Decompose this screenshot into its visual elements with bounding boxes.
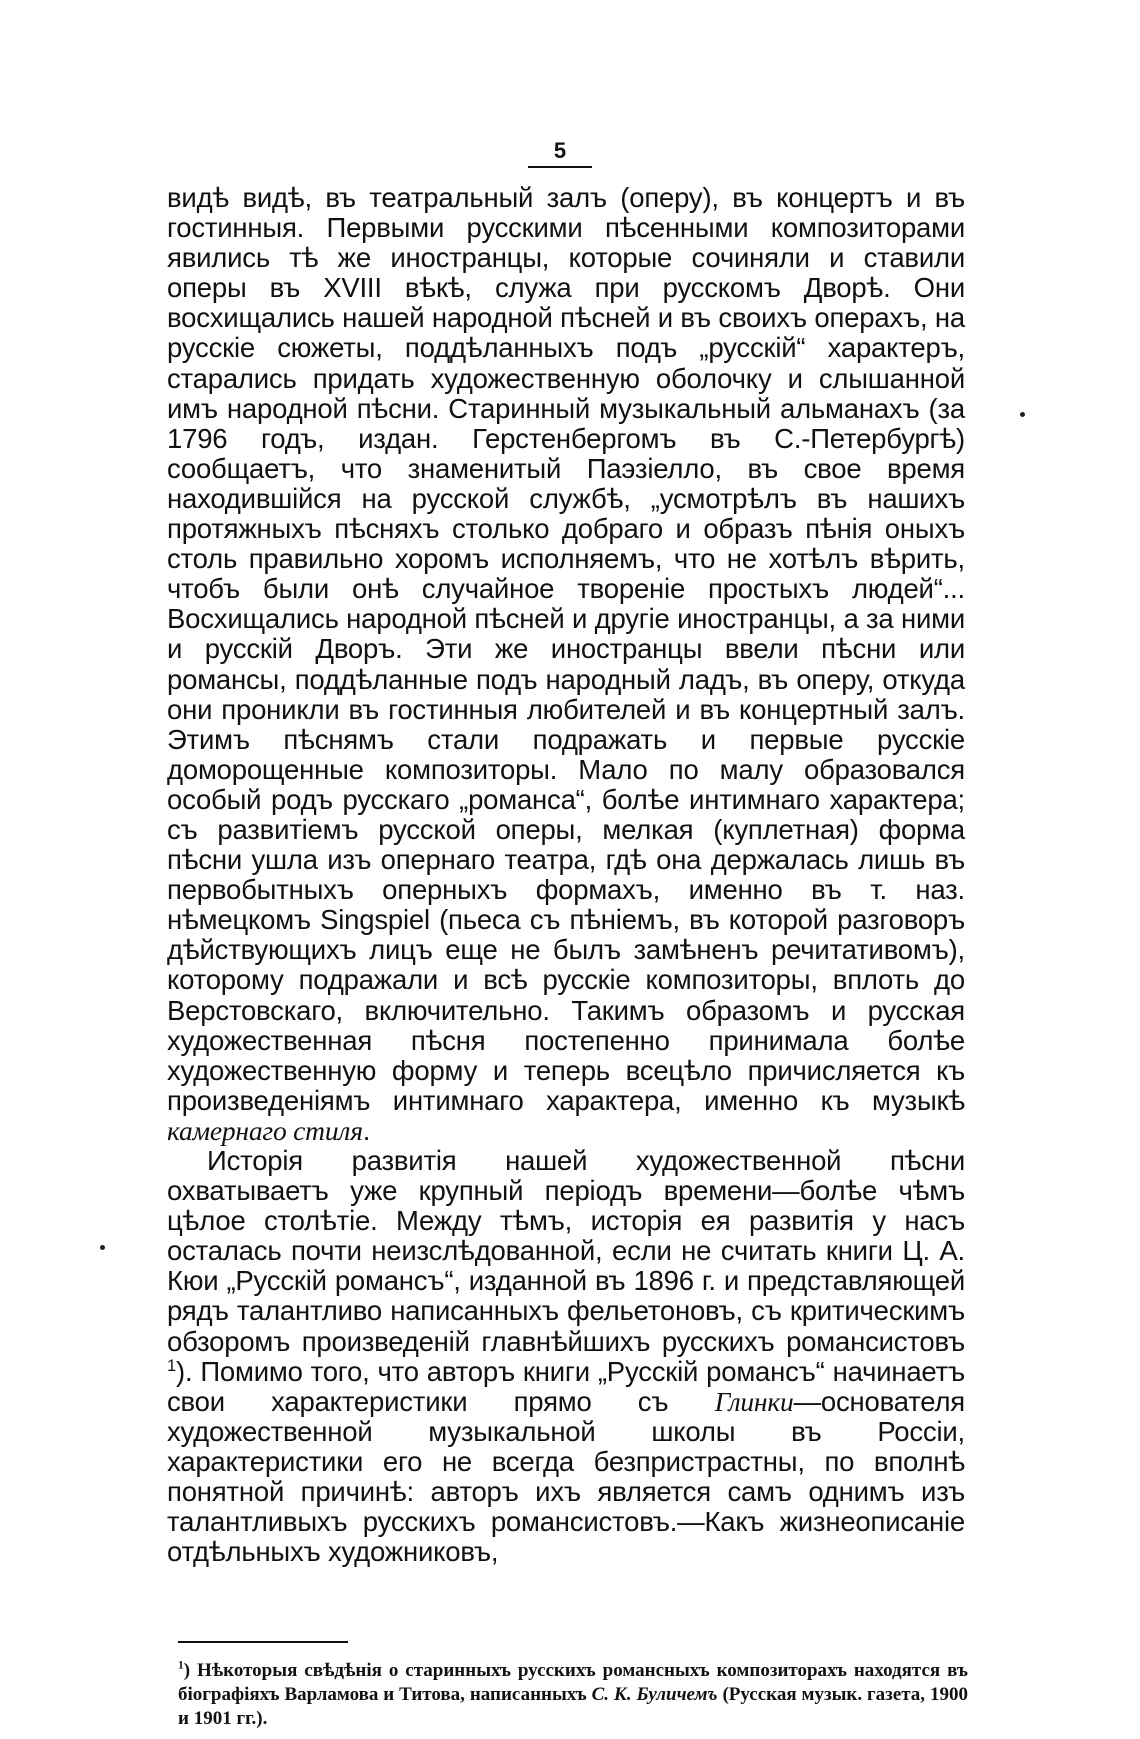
print-speck xyxy=(100,1245,105,1250)
paragraph-2-text-a: Исторія развитія нашей художественной пѣсни охватываетъ уже крупный періодъ времени—болѣе чѣмъ цѣлое столѣтіе. Между тѣмъ, исторія ея развитія у насъ осталась почти неизслѣдованной, если не считать книги Ц. А. Кюи „Русскій романсъ“, изданной въ 1896 г. и представляющей рядъ талантливо написанныхъ фельетоновъ, съ критическимъ обзоромъ произведеній главнѣйшихъ русскихъ романсистовъ xyxy=(167,1145,965,1357)
paragraph-1-text: видѣ видѣ, въ театральный залъ (оперу), въ концертъ и въ гостинныя. Первыми русскими пѣсенными композиторами явились тѣ же иностранцы, которые сочиняли и ставили оперы въ XVIII вѣкѣ, служа при русскомъ Дворѣ. Они восхищались нашей народной пѣсней и въ своихъ операхъ, на русскіе сюжеты, поддѣланныхъ подъ „русскій“ характеръ, старались придать художественную оболочку и слышанной имъ народной пѣсни. Старинный музыкальный альманахъ (за 1796 годъ, издан. Герстенбергомъ въ С.-Петербургѣ) сообщаетъ, что знаменитый Паэзіелло, въ свое время находившійся на русской службѣ, „усмотрѣлъ въ нашихъ протяжныхъ пѣсняхъ столько добраго и образъ пѣнія оныхъ столь правильно хоромъ исполняемъ, что не хотѣлъ вѣрить, чтобъ были онѣ случайное твореніе простыхъ людей“... Восхищались народной пѣсней и другіе иностранцы, а за ними и русскій Дворъ. Эти же иностранцы ввели пѣсни или романсы, поддѣланные подъ народный ладъ, въ оперу, откуда они проникли въ гостинныя любителей и въ концертный залъ. Этимъ пѣснямъ стали подражать и первые русскіе доморощенные композиторы. Мало по малу образовался особый родъ русскаго „романса“, болѣе интимнаго характера; съ развитіемъ русской оперы, мелкая (куплетная) форма пѣсни ушла изъ опернаго театра, гдѣ она держалась лишь въ первобытныхъ оперныхъ формахъ, именно въ т. наз. нѣмецкомъ Singspiel (пьеса съ пѣніемъ, въ которой разговоръ дѣйствующихъ лицъ еще не былъ замѣненъ речитативомъ), которому подражали и всѣ русскіе композиторы, вплоть до Верстовскаго, включительно. Такимъ образомъ и русская художественная пѣсня постепенно принимала болѣе художественную форму и теперь всецѣло причисляется къ произведеніямъ интимнаго характера, именно къ музыкѣ xyxy=(167,182,965,1116)
page-number: 5 xyxy=(553,138,567,163)
italic-name-glinka: Глинки xyxy=(714,1385,794,1417)
footnote-rule xyxy=(178,1641,348,1643)
italic-phrase-chamber-style: камернаго стиля xyxy=(167,1114,363,1146)
footnote-italic-author: С. К. Буличемъ xyxy=(591,1684,718,1705)
body-text xyxy=(167,183,965,1567)
footnote-reference[interactable]: 1 xyxy=(167,1356,176,1375)
footnote xyxy=(178,1659,968,1731)
footnote-text-b: (Русская музык. газета, 1900 и 1901 гг.). xyxy=(178,1684,968,1729)
page-number-rule xyxy=(528,166,592,168)
footnote-text-a: ) Нѣкоторыя свѣдѣнія о старинныхъ русскихъ романсныхъ композиторахъ находятся въ біографіяхъ Варламова и Титова, написанныхъ xyxy=(178,1660,968,1705)
paragraph-1-end: . xyxy=(362,1114,371,1146)
paragraph-2-text-b: ). Помимо того, что авторъ книги „Русскій романсъ“ начинаетъ свои характеристики прямо съ xyxy=(167,1355,965,1417)
footnote-marker: 1 xyxy=(178,1659,184,1672)
paragraph-1 xyxy=(167,183,965,1146)
paragraph-2-text-c: —основателя художественной музыкальной школы въ Россіи, характеристики его не всегда безпристрастны, по вполнѣ понятной причинѣ: авторъ ихъ является самъ однимъ изъ талантливыхъ русскихъ романсистовъ.—Какъ жизнеописаніе отдѣльныхъ художниковъ, xyxy=(167,1385,965,1568)
paragraph-2 xyxy=(167,1146,965,1567)
print-speck xyxy=(1020,412,1025,417)
